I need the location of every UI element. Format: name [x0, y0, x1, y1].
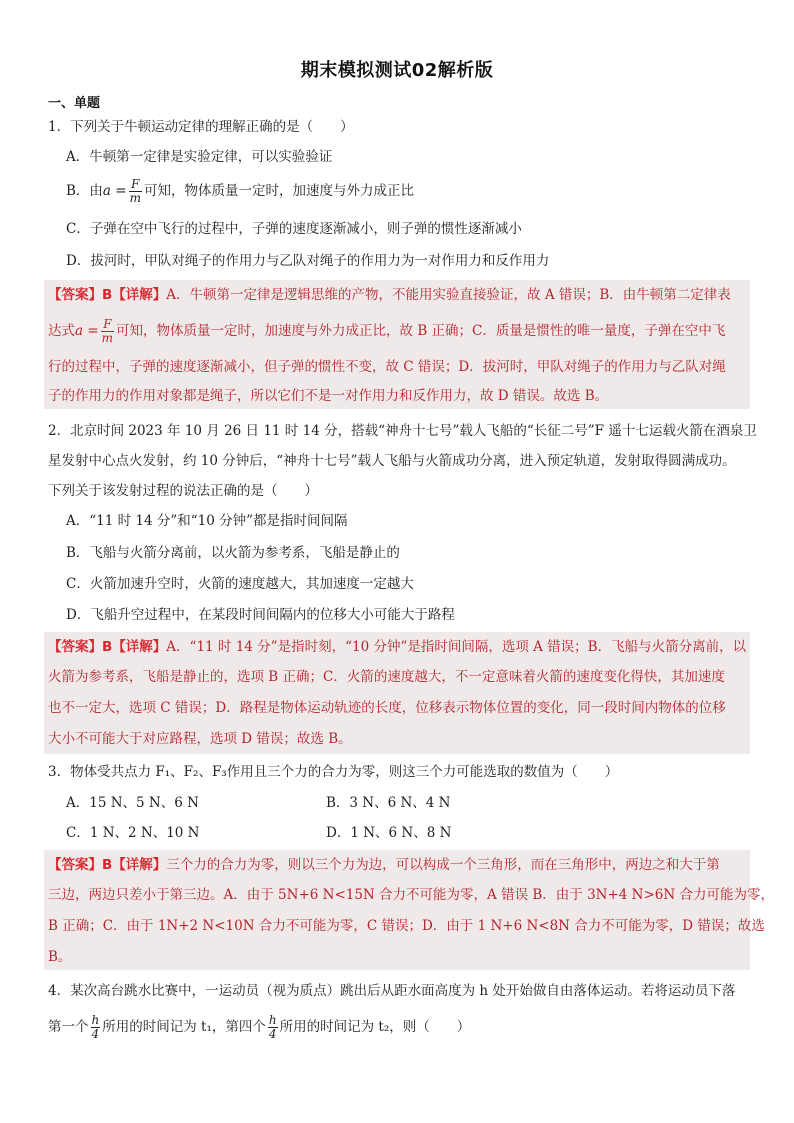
q1-option-c: C．子弹在空中飞行的过程中，子弹的速度逐渐减小，则子弹的惯性逐渐减小 — [66, 221, 522, 237]
q1-option-b — [66, 178, 414, 205]
q4-fraction-2-denominator: 4 — [268, 1027, 277, 1041]
q4-stem-line-1: 4．某次高台跳水比赛中，一运动员（视为质点）跳出后从距水面高度为 h 处开始做自由落体运动。若将运动员下落 — [48, 983, 736, 999]
q4-stem-middle: 所用的时间记为 t₁，第四个 — [102, 1019, 266, 1035]
q4-stem-suffix: 所用的时间记为 t₂，则（ ） — [279, 1019, 471, 1035]
q1-answer-fraction-numerator: F — [101, 318, 114, 332]
q3-answer-line-3: B 正确；C．由于 1N+2 N<10N 合力不可能为零，C 错误；D．由于 1 N+6 N<8N 合力不可能为零，D 错误；故选 — [48, 918, 765, 934]
q1-answer-prefix: 达式 — [48, 323, 75, 339]
q1-stem: 1．下列关于牛顿运动定律的理解正确的是（ ） — [48, 119, 354, 135]
q3-answer-text-1: 三个力的合力为零，则以三个力为边，可以构成一个三角形，而在三角形中，两边之和大于第 — [166, 857, 720, 873]
section-heading: 一、单题 — [48, 96, 101, 111]
q2-stem-line-3: 下列关于该发射过程的说法正确的是（ ） — [48, 483, 318, 499]
q3-option-b: B．3 N、6 N、4 N — [326, 795, 451, 811]
q2-answer-text-1: A．“11 时 14 分”是指时刻，“10 分钟”是指时间间隔，选项 A 错误；B．飞船与火箭分离前，以 — [166, 639, 747, 655]
q2-answer-tag: 【答案】B【详解】 — [48, 639, 167, 655]
q2-option-b: B．飞船与火箭分离前，以火箭为参考系，飞船是静止的 — [66, 545, 400, 561]
q3-answer-tag: 【答案】B【详解】 — [48, 857, 167, 873]
q1-answer-line-4: 子的作用力的作用对象都是绳子，所以它们不是一对作用力和反作用力，故 D 错误。故选 B。 — [48, 388, 609, 404]
q2-stem-line-2: 星发射中心点火发射，约 10 分钟后，“神舟十七号”载人飞船与火箭成功分离，进入预定轨道，发射取得圆满成功。 — [48, 453, 736, 469]
q1-answer-line-1 — [48, 286, 731, 304]
q3-answer-line-4: B。 — [48, 949, 72, 965]
q1-answer-line-3: 行的过程中，子弹的速度逐渐减小，但子弹的惯性不变，故 C 错误；D．拔河时，甲队对绳子的作用力与乙队对绳 — [48, 359, 726, 375]
q1-answer-fraction — [101, 318, 114, 345]
q1-answer-text-1: A．牛顿第一定律是逻辑思维的产物，不能用实验直接验证，故 A 错误；B．由牛顿第二定律表 — [166, 287, 731, 303]
q1-option-d: D．拔河时，甲队对绳子的作用力与乙队对绳子的作用力为一对作用力和反作用力 — [66, 253, 550, 269]
q1-option-b-suffix: 可知，物体质量一定时，加速度与外力成正比 — [143, 183, 414, 199]
q4-stem-prefix: 第一个 — [48, 1019, 89, 1035]
q3-answer-line-2: 三边，两边只差小于第三边。A．由于 5N+6 N<15N 合力不可能为零，A 错误 B．由于 3N+4 N>6N 合力可能为零， — [48, 887, 774, 903]
q2-option-a: A．“11 时 14 分”和“10 分钟”都是指时间间隔 — [66, 513, 348, 529]
q3-answer-line-1 — [48, 856, 720, 874]
q1-answer-formula-lhs: a = — [75, 323, 99, 339]
q2-option-d: D．飞船升空过程中，在某段时间间隔内的位移大小可能大于路程 — [66, 607, 455, 623]
q3-option-c: C．1 N、2 N、10 N — [66, 825, 200, 841]
q4-fraction-2 — [268, 1014, 278, 1041]
q4-fraction-2-numerator: h — [268, 1013, 277, 1027]
page-title: 期末模拟测试02解析版 — [300, 60, 494, 81]
q1-formula-fraction — [129, 178, 142, 205]
q4-fraction-1 — [91, 1014, 101, 1041]
q4-stem-line-2 — [48, 1014, 470, 1041]
q1-answer-tag: 【答案】B【详解】 — [48, 287, 167, 303]
q1-answer-line-2 — [48, 318, 725, 345]
q1-option-a: A．牛顿第一定律是实验定律，可以实验验证 — [66, 149, 333, 165]
q1-answer-text-2: 可知，物体质量一定时，加速度与外力成正比，故 B 正确；C．质量是惯性的唯一量度，子弹在空中飞 — [116, 323, 726, 339]
q2-option-c: C．火箭加速升空时，火箭的速度越大，其加速度一定越大 — [66, 576, 414, 592]
q1-option-b-prefix: B．由 — [66, 183, 103, 199]
q2-answer-line-4: 大小不可能大于对应路程，选项 D 错误；故选 B。 — [48, 731, 352, 747]
q3-stem: 3．物体受共点力 F₁、F₂、F₃作用且三个力的合力为零，则这三个力可能选取的数值为（ ） — [48, 764, 619, 780]
q3-option-d: D．1 N、6 N、8 N — [326, 825, 452, 841]
q1-formula-lhs: a = — [102, 183, 127, 199]
q1-fraction-numerator: F — [129, 178, 142, 192]
q3-option-a: A．15 N、5 N、6 N — [66, 795, 199, 811]
q2-stem-line-1: 2．北京时间 2023 年 10 月 26 日 11 时 14 分，搭载“神舟十七号”载人飞船的“长征二号”F 遥十七运载火箭在酒泉卫 — [48, 423, 757, 439]
q2-answer-line-2: 火箭为参考系，飞船是静止的，选项 B 正确；C．火箭的速度越大，不一定意味着火箭的速度变化得快，其加速度 — [48, 669, 725, 685]
q4-fraction-1-denominator: 4 — [91, 1027, 100, 1041]
q1-fraction-denominator: m — [129, 191, 141, 205]
q4-fraction-1-numerator: h — [91, 1013, 100, 1027]
q1-answer-fraction-denominator: m — [101, 331, 114, 345]
q2-answer-line-3: 也不一定大，选项 C 错误；D．路程是物体运动轨迹的长度，位移表示物体位置的变化，同一段时间内物体的位移 — [48, 700, 726, 716]
q2-answer-line-1 — [48, 638, 746, 656]
